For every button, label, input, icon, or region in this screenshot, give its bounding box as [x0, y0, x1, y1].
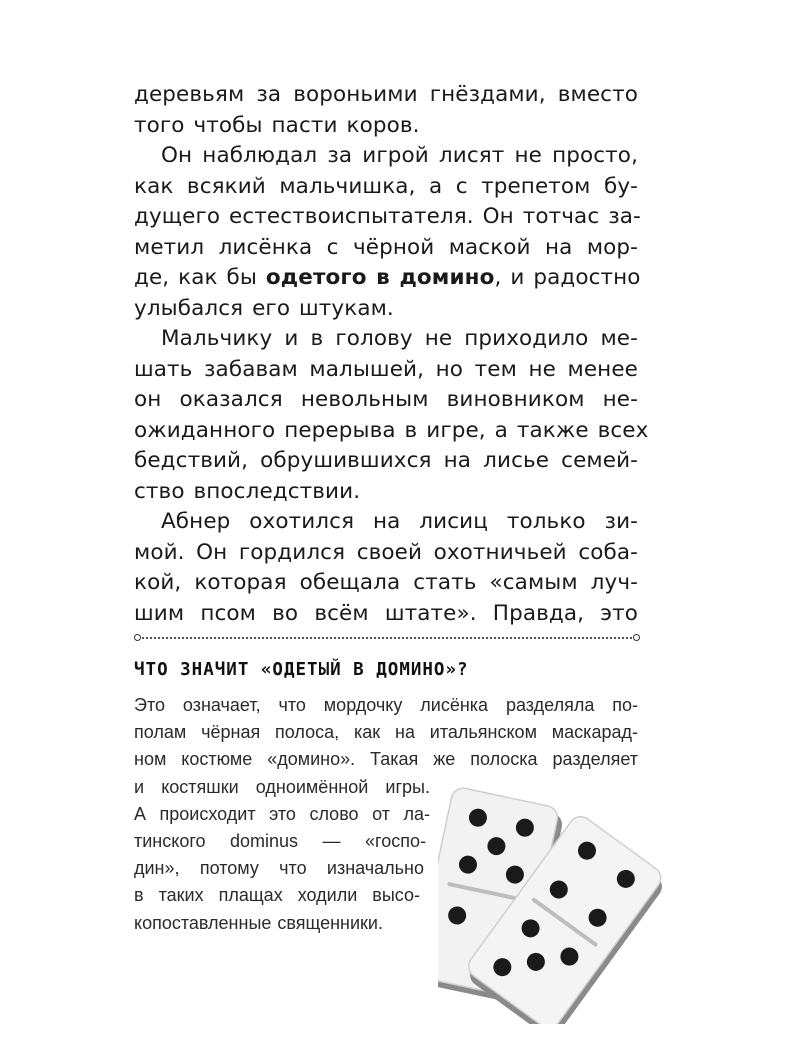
info-box-title: ЧТО ЗНАЧИТ «ОДЕТЫЙ В ДОМИНО»?	[134, 660, 469, 680]
text-line: шим псом во всём штате». Правда, это	[134, 600, 638, 626]
text-line: в таких плащах ходили высо-	[134, 885, 420, 906]
dotted-divider	[134, 634, 640, 642]
text-line: ном костюме «домино». Такая же полоска разделяет	[134, 749, 638, 770]
text-line: кой, которая обещала стать «самым луч-	[134, 570, 638, 595]
text-line: Это означает, что мордочку лисёнка разделяла по-	[134, 695, 638, 715]
text-line: бедствий, обрушившихся на лисье семей-	[134, 448, 638, 473]
text-line: ство впоследствии.	[134, 478, 361, 504]
text-line: Мальчику и в голову не приходило ме-	[161, 326, 638, 351]
text-line: он оказался невольным виновником не-	[134, 387, 638, 412]
main-text	[134, 80, 649, 629]
circle-icon	[633, 634, 640, 641]
text-line: мой. Он гордился своей охотничьей соба-	[134, 539, 638, 565]
text-line: тинского dominus — «госпо-	[134, 831, 426, 852]
text-line: деревьям за вороньими гнёздами, вместо	[134, 82, 638, 107]
text-line: А происходит это слово от ла-	[134, 803, 430, 824]
text-line: метил лисёнка с чёрной маской на мор-	[134, 234, 638, 260]
text-line: улыбался его штукам.	[134, 295, 394, 321]
text-line: как всякий мальчишка, а с трепетом бу-	[134, 173, 638, 199]
paragraph	[134, 507, 638, 629]
dotted-line	[142, 637, 632, 639]
text-line: дин», потому что изначально	[134, 858, 424, 879]
paragraph	[134, 80, 638, 141]
text-line: шать забавам малышей, но тем не менее	[134, 356, 638, 382]
paragraph	[134, 324, 649, 507]
text-line: и костяшки одноимённой игры.	[134, 776, 430, 797]
bold-phrase: одетого в домино	[265, 265, 495, 290]
text-line: дущего естествоиспытателя. Он тотчас за-	[134, 204, 641, 229]
text-line: того чтобы пасти коров.	[134, 112, 420, 138]
text-line: Он наблюдал за игрой лисят не просто,	[161, 143, 638, 168]
text-fragment: , и радостно	[494, 265, 641, 290]
text-line: полам чёрная полоса, как на итальянском маскарад-	[134, 722, 638, 743]
text-fragment: де, как бы	[134, 265, 266, 290]
domino-tiles-icon	[438, 772, 700, 1024]
paragraph	[134, 141, 641, 324]
text-line: ожиданного перерыва в игре, а также всех	[134, 417, 649, 443]
domino-illustration	[438, 772, 700, 1024]
text-line: Абнер охотился на лисиц только зи-	[161, 509, 638, 534]
text-line: копоставленные священники.	[134, 912, 383, 933]
text-line-mixed	[134, 263, 641, 294]
circle-icon	[134, 634, 141, 641]
